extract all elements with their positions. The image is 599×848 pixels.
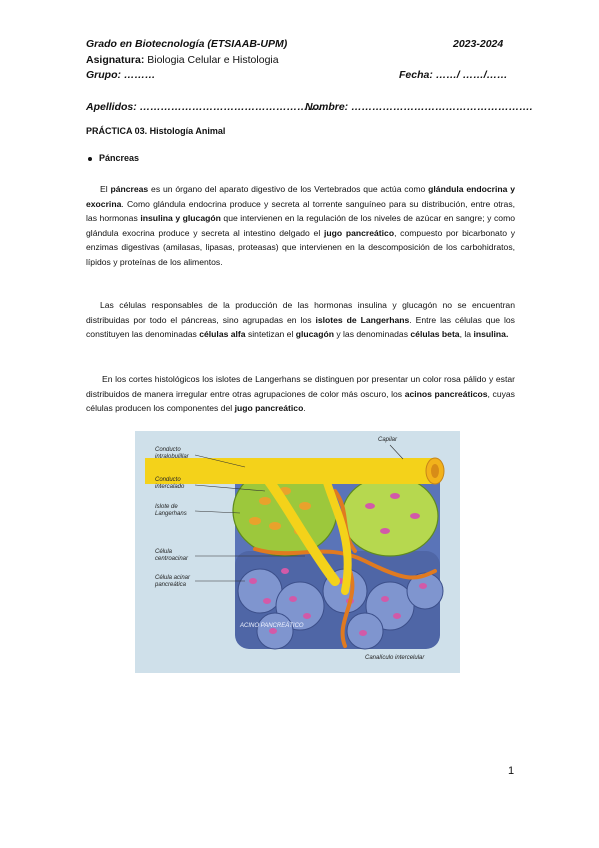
text-run: acinos pancreáticos: [404, 388, 488, 399]
text-run: .: [303, 403, 306, 414]
name-field: Nombre: …………………………………………….: [305, 101, 533, 113]
text-run: jugo pancreático: [234, 403, 304, 414]
section-heading: Páncreas: [99, 153, 140, 163]
text-run: . Entre las células que los constituyen las denominadas: [86, 314, 515, 340]
label-acinar-1: Célula acinar: [155, 575, 191, 581]
paragraph-pancreas-intro: [86, 182, 515, 270]
subject-value: Biologia Celular e Histologia: [144, 54, 279, 66]
text-run: islotes de Langerhans: [315, 314, 410, 325]
label-acinar-2: pancreática: [155, 582, 187, 588]
page-number: 1: [508, 765, 515, 777]
text-run: sintetizan el: [245, 329, 296, 340]
text-run: Las células responsables de la producción de las hormonas insulina y glucagón no se encuentran distribuidas por todo el páncreas, sino agrupadas en los: [86, 300, 515, 325]
text-run: células beta: [410, 329, 460, 340]
label-islote-2: Langerhans: [155, 511, 187, 517]
pancreas-histology-figure: [135, 431, 460, 673]
text-run: En los cortes histológicos los islotes de Langerhans se distinguen por presentar un color rosa pálido y estar distribuidos de manera irregular entre otras agrupaciones de color más oscuro, los: [86, 374, 515, 399]
label-canaliculo: Canalículo intercelular: [365, 655, 425, 661]
text-run: , compuesto por bicarbonato y enzimas digestivas (amilasas, lipasas, proteasas) que intervienen en la descomposición de los carbohidratos, lípidos y proteínas de los alimentos.: [86, 227, 516, 267]
academic-year: 2023-2024: [453, 38, 504, 50]
paragraph-histology: [86, 372, 515, 416]
text-run: , la: [459, 329, 474, 340]
text-run: es un órgano del aparato digestivo de los Vertebrados que actúa como: [148, 184, 429, 194]
text-run: glándula endocrina y exocrina: [86, 184, 515, 209]
surname-field: Apellidos: …………………………………………….: [86, 101, 322, 113]
bullet-dot: [88, 157, 92, 161]
subject-line: [86, 53, 279, 67]
label-conducto-intercalado-2: intercalado: [155, 484, 185, 490]
text-run: .: [505, 329, 509, 340]
text-run: jugo pancreático: [323, 227, 395, 238]
label-centroacinar-1: Célula: [155, 549, 173, 555]
subject-label: Asignatura:: [86, 54, 145, 66]
label-conducto-intercalado-1: Conducto: [155, 477, 181, 483]
label-islote-1: Islote de: [155, 504, 178, 510]
label-capilar: Capilar: [378, 437, 398, 443]
text-run: células alfa: [199, 329, 246, 340]
text-run: insulina: [473, 329, 506, 340]
text-run: . Como glándula endocrina produce y secreta al torrente sanguíneo para su distribución, entre otras, las hormonas: [86, 198, 515, 224]
practice-title: PRÁCTICA 03. Histología Animal: [86, 126, 226, 136]
group-field: Grupo: ………: [86, 69, 156, 81]
text-run: El: [100, 184, 111, 194]
degree-title: Grado en Biotecnología (ETSIAAB-UPM): [86, 38, 288, 50]
label-acino: ACINO PANCREÁTICO: [240, 623, 304, 629]
text-run: páncreas: [110, 184, 149, 194]
label-centroacinar-2: centroacinar: [155, 556, 189, 562]
label-conducto-intralobulillar-1: Conducto: [155, 447, 181, 453]
text-run: y las denominadas: [333, 329, 411, 340]
text-run: insulina y glucagón: [140, 213, 221, 224]
text-run: glucagón: [295, 329, 334, 340]
date-field: Fecha: ……/ ……/……: [399, 69, 508, 81]
text-run: que intervienen en la regulación de los niveles de azúcar en sangre; y como glándula exocrina produce y secreta al intestino delgado el: [86, 213, 516, 238]
acinus-right: [342, 476, 438, 556]
label-conducto-intralobulillar-2: intralobulillar: [155, 454, 189, 460]
paragraph-langerhans: [86, 298, 515, 342]
text-run: , cuyas células producen los componentes del: [86, 388, 515, 414]
